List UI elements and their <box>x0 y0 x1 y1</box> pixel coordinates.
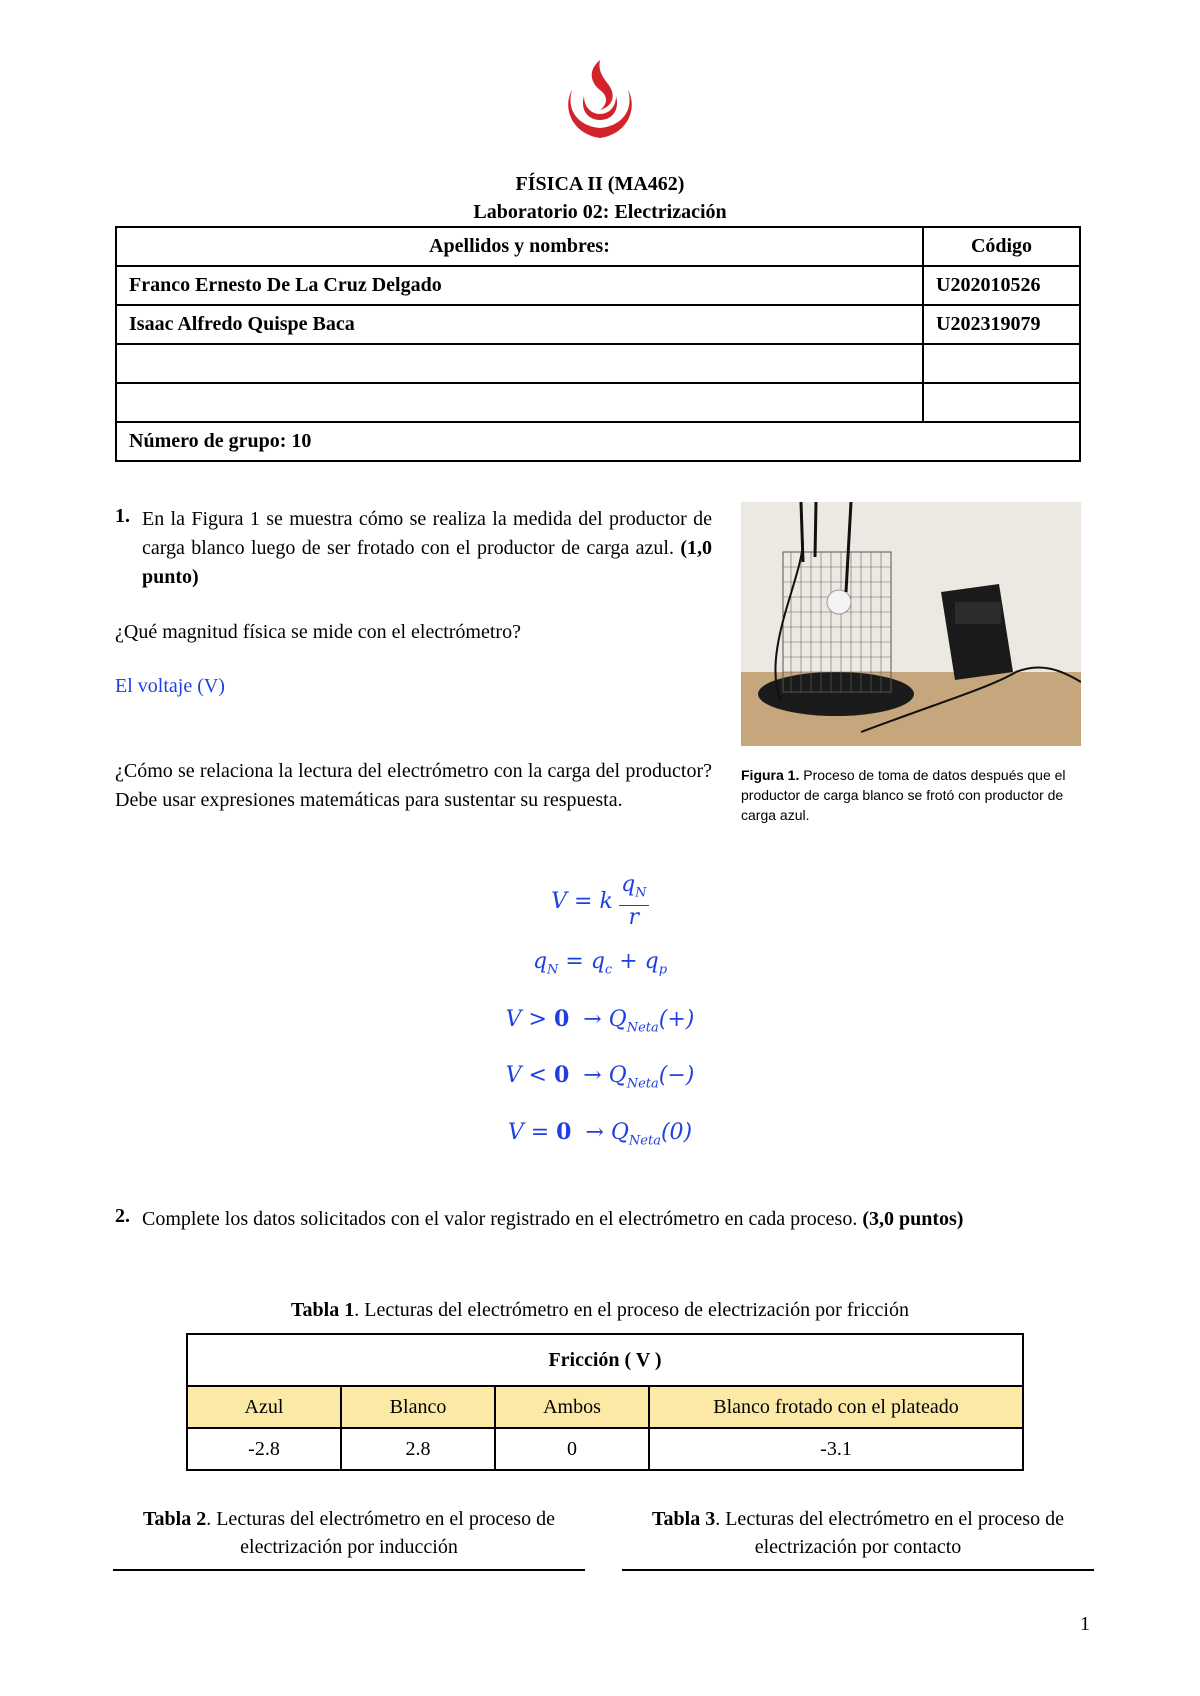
electrometer-photo <box>741 502 1081 746</box>
university-logo <box>558 56 642 142</box>
table-1 <box>186 1333 1024 1471</box>
student-row <box>116 305 1080 344</box>
course-title: FÍSICA II (MA462) <box>515 173 685 195</box>
table-3-caption <box>622 1505 1094 1561</box>
table-1-cell: -2.8 <box>187 1428 341 1470</box>
table-3-label: Tabla 3 <box>652 1508 716 1530</box>
question-2-text <box>142 1205 963 1234</box>
student-row <box>116 266 1080 305</box>
equation-charge-sum: $q_N = q_c + q_p$ <box>532 949 668 978</box>
student-name: Franco Ernesto De La Cruz Delgado <box>116 266 923 305</box>
student-row <box>116 344 1080 383</box>
equation-zero: $V = 0 \to Q_{Neta}(0)$ <box>507 1119 693 1149</box>
table-1-header: Ambos <box>495 1386 649 1428</box>
table-2-caption <box>113 1505 585 1561</box>
question-2-statement: Complete los datos solicitados con el valor registrado en el electrómetro en cada proceso. <box>142 1208 858 1230</box>
students-table <box>115 226 1081 462</box>
table-1-caption <box>0 1299 1200 1322</box>
student-code: U202010526 <box>923 266 1080 305</box>
equation-negative: $V < 0 \to Q_{Neta}(-)$ <box>505 1062 695 1092</box>
table-1-caption-text: . Lecturas del electrómetro en el proceso de electrización por fricción <box>354 1299 909 1321</box>
student-name <box>116 383 923 422</box>
group-number: Número de grupo: 10 <box>116 422 1080 461</box>
names-header: Apellidos y nombres: <box>116 227 923 266</box>
question-1 <box>115 505 712 592</box>
equation-voltage: V = k $q_N$ r <box>0 873 1200 930</box>
table-1-cell: -3.1 <box>649 1428 1023 1470</box>
figure-caption <box>741 765 1081 825</box>
lab-title: Laboratorio 02: Electrización <box>473 201 727 223</box>
table-2-caption-text: . Lecturas del electrómetro en el proceso de electrización por inducción <box>206 1508 555 1558</box>
question-1-text <box>142 505 712 592</box>
student-code: U202319079 <box>923 305 1080 344</box>
table-row <box>187 1428 1023 1470</box>
table-1-header: Azul <box>187 1386 341 1428</box>
code-header: Código <box>923 227 1080 266</box>
table-2-label: Tabla 2 <box>143 1508 207 1530</box>
table-3-rule <box>622 1569 1094 1571</box>
student-name <box>116 344 923 383</box>
table-2-rule <box>113 1569 585 1571</box>
page-number: 1 <box>1080 1613 1090 1635</box>
table-1-cell: 2.8 <box>341 1428 495 1470</box>
table-1-label: Tabla 1 <box>291 1299 355 1321</box>
question-2-points: (3,0 puntos) <box>862 1208 964 1230</box>
table-1-header: Blanco frotado con el plateado <box>649 1386 1023 1428</box>
answer-1a: El voltaje (V) <box>115 675 225 697</box>
question-1b: ¿Cómo se relaciona la lectura del electrómetro con la carga del productor? Debe usar expresiones matemáticas para sustentar su respuesta. <box>115 760 712 811</box>
table-1-title: Fricción ( V ) <box>187 1334 1023 1386</box>
figure-caption-text: Proceso de toma de datos después que el productor de carga blanco se frotó con productor de carga azul. <box>741 767 1066 823</box>
question-1a: ¿Qué magnitud física se mide con el electrómetro? <box>115 621 521 643</box>
student-code <box>923 383 1080 422</box>
question-1-number: 1. <box>115 505 130 527</box>
question-1-statement: En la Figura 1 se muestra cómo se realiza la medida del productor de carga blanco luego de ser frotado con el productor de carga azul. <box>142 508 712 559</box>
student-code <box>923 344 1080 383</box>
student-name: Isaac Alfredo Quispe Baca <box>116 305 923 344</box>
table-3-caption-text: . Lecturas del electrómetro en el proceso de electrización por contacto <box>715 1508 1064 1558</box>
table-1-cell: 0 <box>495 1428 649 1470</box>
question-1-points: (1,0 punto) <box>142 537 713 588</box>
table-1-header: Blanco <box>341 1386 495 1428</box>
equation-positive: $V > 0 \to Q_{Neta}(+)$ <box>505 1006 695 1036</box>
question-2 <box>115 1205 1095 1234</box>
question-2-number: 2. <box>115 1205 130 1227</box>
student-row <box>116 383 1080 422</box>
figure-label: Figura 1. <box>741 767 800 783</box>
